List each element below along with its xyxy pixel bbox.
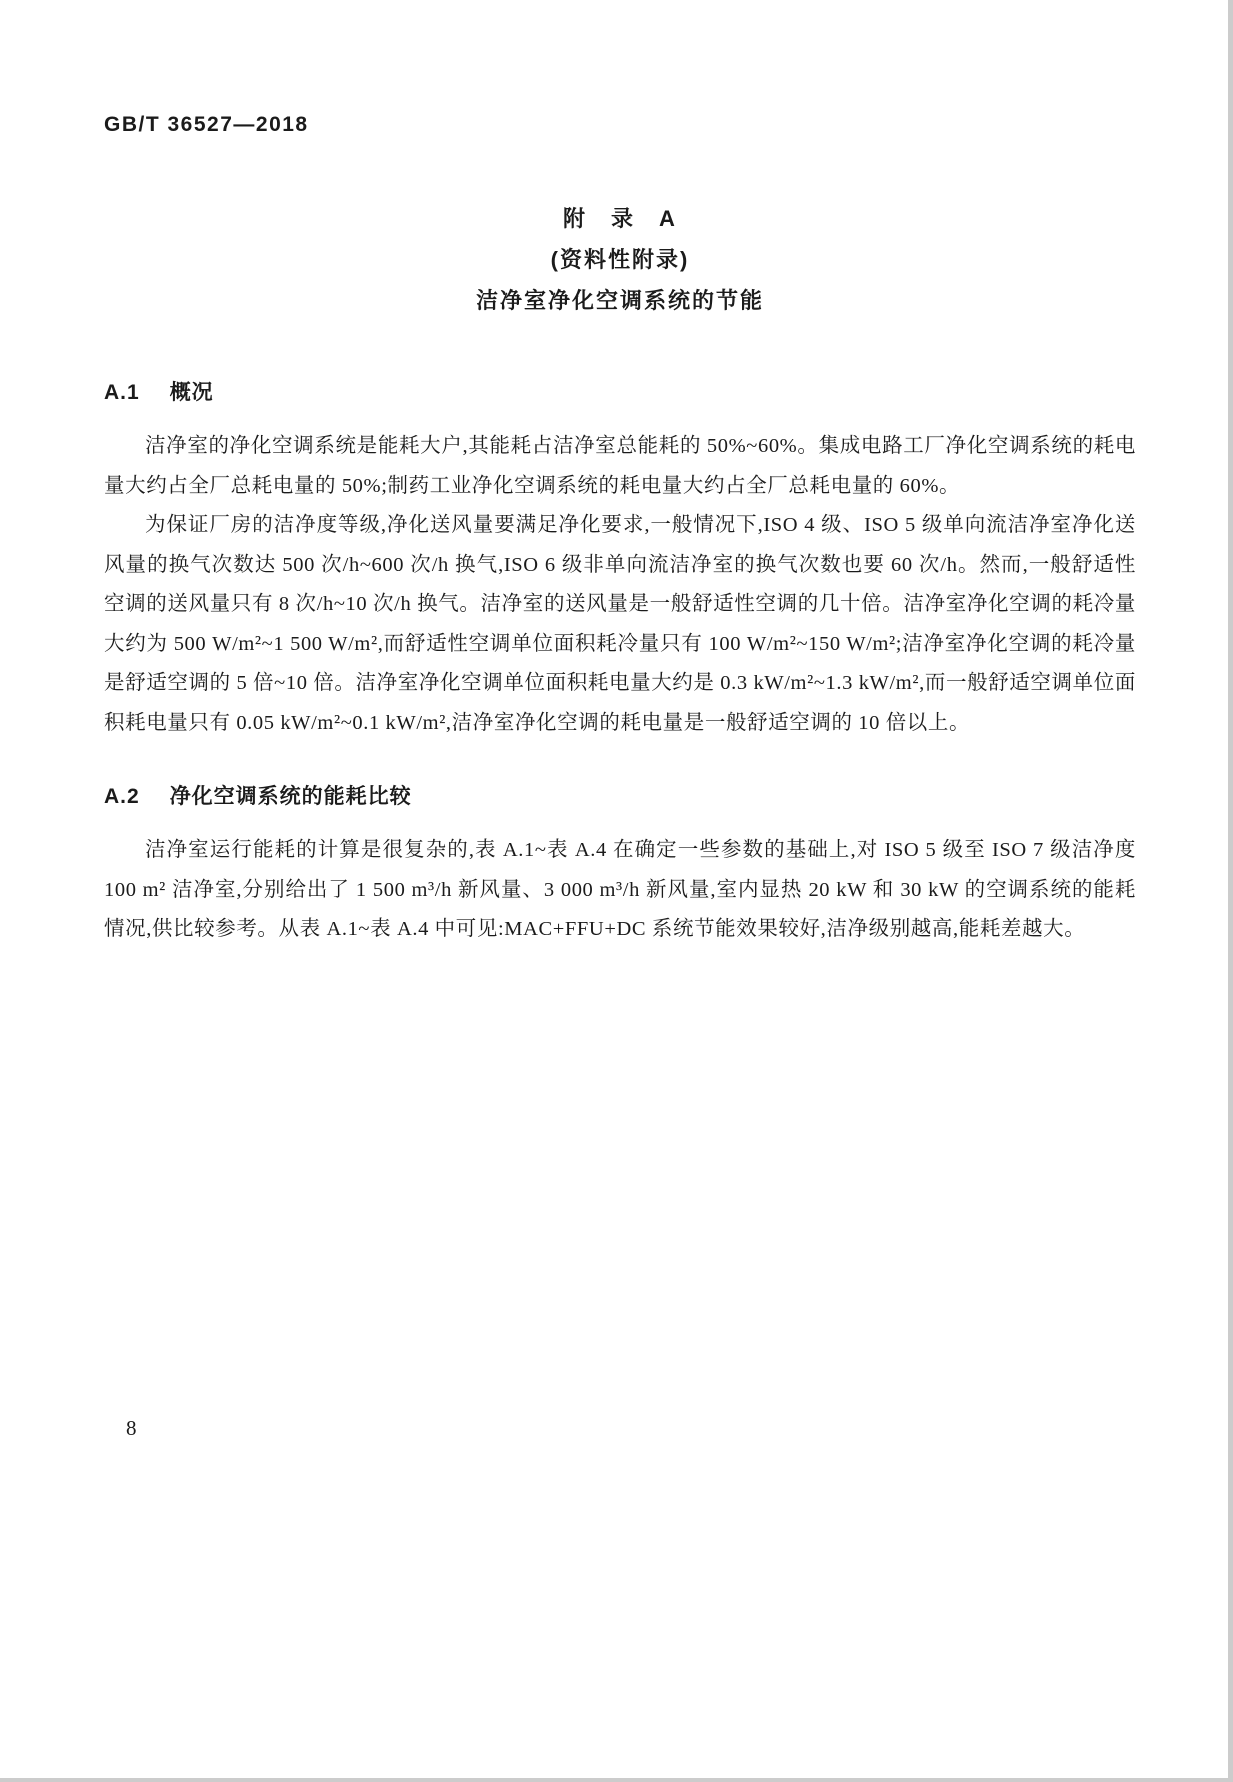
section-a1-heading xyxy=(104,379,1136,407)
standard-number-header: GB/T 36527—2018 xyxy=(104,113,309,136)
appendix-title-line3: 洁净室净化空调系统的节能 xyxy=(475,288,764,313)
section-a1 xyxy=(104,379,1136,743)
section-a2-number: A.2 xyxy=(104,785,140,808)
section-a2-heading xyxy=(104,783,1136,811)
page-number: 8 xyxy=(126,1416,137,1440)
section-a2 xyxy=(104,783,1136,950)
section-a1-paragraph-2: 为保证厂房的洁净度等级,净化送风量要满足净化要求,一般情况下,ISO 4 级、ISO 5 级单向流洁净室净化送风量的换气次数达 500 次/h~600 次/h 换气,ISO 6 级非单向流洁净室的换气次数也要 60 次/h。然而,一般舒适性空调的送风量只有 8 次/h~10 次/h 换气。洁净室的送风量是一般舒适性空调的几十倍。洁净室净化空调的耗冷量大约为 500 W/m²~1 500 W/m²,而舒适性空调单位面积耗冷量只有 100 W/m²~150 W/m²;洁净室净化空调的耗冷量是舒适空调的 5 倍~10 倍。洁净室净化空调单位面积耗电量大约是 0.3 kW/m²~1.3 kW/m²,而一般舒适空调单位面积耗电量只有 0.05 kW/m²~0.1 kW/m²,洁净室净化空调的耗电量是一般舒适空调的 10 倍以上。 xyxy=(104,514,1136,734)
section-a1-title: 概况 xyxy=(169,381,214,404)
section-a1-paragraph-1: 洁净室的净化空调系统是能耗大户,其能耗占洁净室总能耗的 50%~60%。集成电路工厂净化空调系统的耗电量大约占全厂总耗电量的 50%;制药工业净化空调系统的耗电量大约占全厂总耗电量的 60%。 xyxy=(104,435,1136,497)
appendix-title-block xyxy=(104,198,1136,321)
section-a2-paragraph-1: 洁净室运行能耗的计算是很复杂的,表 A.1~表 A.4 在确定一些参数的基础上,对 ISO 5 级至 ISO 7 级洁净度 100 m² 洁净室,分别给出了 1 500 m³/h 新风量、3 000 m³/h 新风量,室内显热 20 kW 和 30 kW 的空调系统的能耗情况,供比较参考。从表 A.1~表 A.4 中可见:MAC+FFU+DC 系统节能效果较好,洁净级别越高,能耗差越大。 xyxy=(104,839,1136,940)
section-a1-number: A.1 xyxy=(104,381,140,404)
appendix-title-line1: 附 录 A xyxy=(563,206,677,231)
section-a2-title: 净化空调系统的能耗比较 xyxy=(169,785,412,808)
appendix-title-line2: (资料性附录) xyxy=(550,247,690,272)
